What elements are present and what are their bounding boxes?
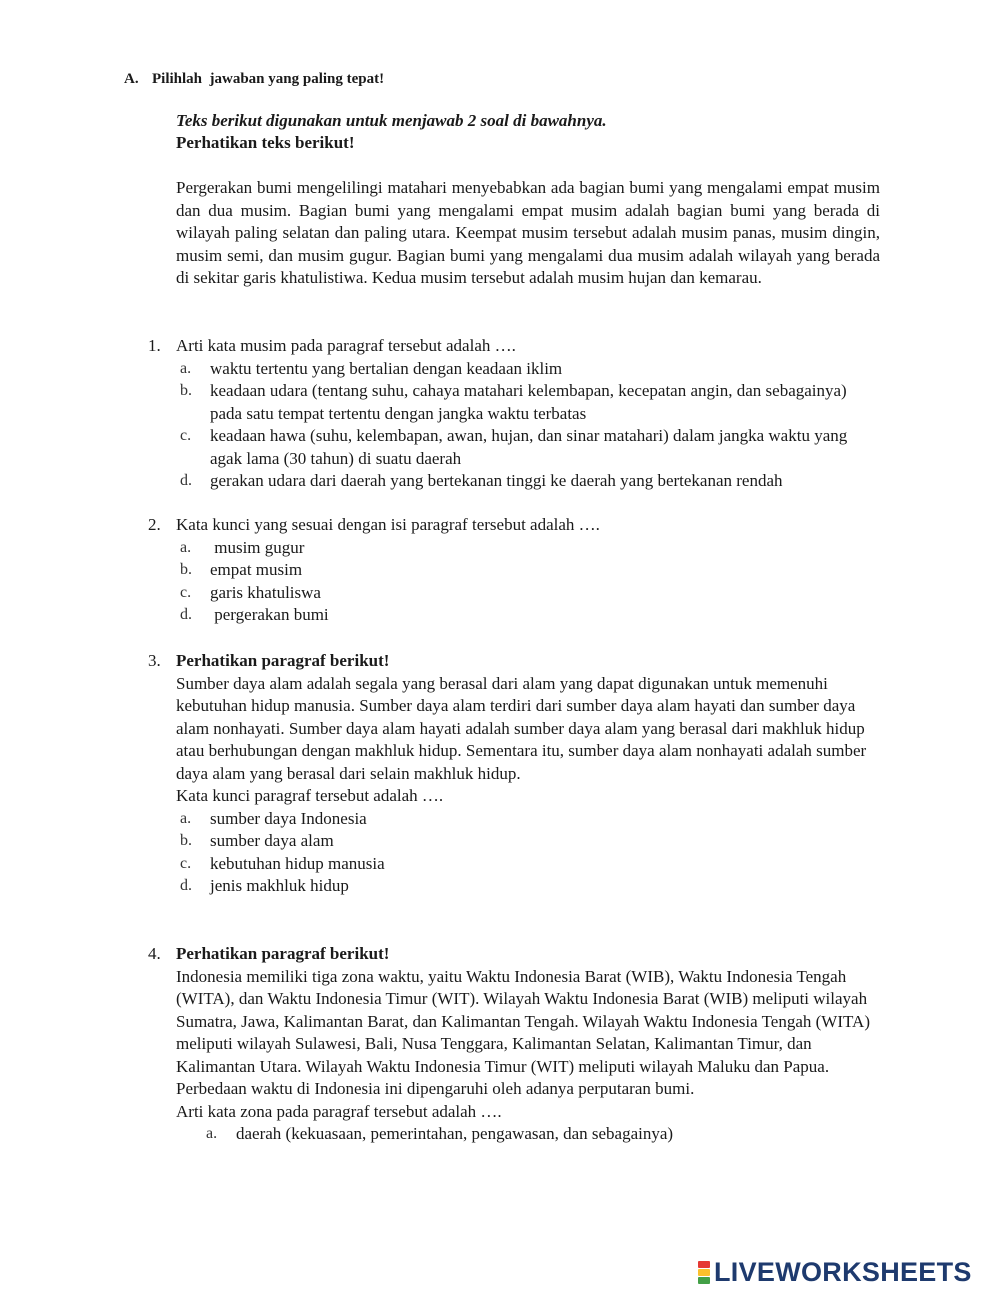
question-paragraph: Indonesia memiliki tiga zona waktu, yaitu Waktu Indonesia Barat (WIB), Waktu Indonesia Tengah (WITA), dan Waktu Indonesia Timur (WIT). Wilayah Waktu Indonesia Barat (WIB) meliputi wilayah Sumatra, Jawa, Kalimantan Barat, dan Kalimantan Tengah. Wilayah Waktu Indonesia Tengah (WITA) meliputi wilayah Sulawesi, Bali, Nusa Tenggara, Kalimantan Selatan, Kalimantan Timur, dan Kalimantan Utara. Wilayah Waktu Indonesia Timur (WIT) meliputi wilayah Maluku dan Papua. Perbedaan waktu di Indonesia ini dipengaruhi oleh adanya perputaran bumi. bbox=[176, 966, 870, 1098]
option-letter: b. bbox=[180, 561, 192, 578]
option-letter: a. bbox=[180, 809, 192, 827]
question-number: 1. bbox=[148, 336, 161, 355]
option-c[interactable] bbox=[176, 582, 876, 605]
option-a[interactable] bbox=[176, 537, 876, 560]
option-letter: d. bbox=[180, 606, 192, 623]
option-c[interactable] bbox=[176, 853, 876, 876]
option-c[interactable] bbox=[176, 425, 876, 470]
logo-mark-block bbox=[698, 1269, 710, 1276]
question-paragraph: Sumber daya alam adalah segala yang berasal dari alam yang dapat digunakan untuk memenuhi kebutuhan hidup manusia. Sumber daya alam terdiri dari sumber daya alam hayati dan sumber daya alam nonhayati. Sumber daya alam hayati adalah sumber daya alam yang berasal dari makhluk hidup atau berhubungan dengan makhluk hidup. Sementara itu, sumber daya alam nonhayati adalah sumber daya alam yang berasal dari selain makhluk hidup. bbox=[176, 673, 867, 783]
option-letter: d. bbox=[180, 877, 192, 894]
option-b[interactable] bbox=[176, 830, 876, 853]
option-text: jenis makhluk hidup bbox=[210, 876, 349, 895]
question-stem: Kata kunci yang sesuai dengan isi paragraf tersebut adalah …. bbox=[176, 515, 600, 534]
question-stem: Arti kata zona pada paragraf tersebut adalah …. bbox=[176, 1101, 502, 1121]
question-number: 2. bbox=[148, 515, 161, 534]
question-stem: Arti kata musim pada paragraf tersebut adalah …. bbox=[176, 336, 516, 355]
option-d[interactable] bbox=[176, 470, 876, 493]
option-d[interactable] bbox=[176, 604, 876, 627]
logo-text: LIVEWORKSHEETS bbox=[714, 1257, 972, 1287]
option-letter: c. bbox=[180, 427, 192, 444]
question-number: 3. bbox=[148, 651, 161, 670]
option-list bbox=[176, 537, 876, 627]
option-d[interactable] bbox=[176, 875, 876, 898]
option-text: daerah (kekuasaan, pemerintahan, pengawasan, dan sebagainya) bbox=[236, 1124, 674, 1143]
option-text: empat musim bbox=[210, 560, 303, 579]
option-letter: a. bbox=[180, 359, 192, 377]
option-letter: b. bbox=[180, 832, 192, 849]
option-a[interactable] bbox=[176, 1123, 876, 1146]
option-b[interactable] bbox=[176, 559, 876, 582]
logo-mark-block bbox=[698, 1261, 710, 1268]
option-text: musim gugur bbox=[210, 537, 305, 557]
option-a[interactable] bbox=[176, 808, 876, 831]
option-text: sumber daya alam bbox=[210, 831, 334, 850]
option-letter: a. bbox=[206, 1125, 218, 1142]
option-a[interactable] bbox=[176, 358, 876, 381]
option-text: keadaan hawa (suhu, kelembapan, awan, hujan, dan sinar matahari) dalam jangka waktu yang agak lama (30 tahun) di suatu daerah bbox=[210, 426, 848, 468]
section-instruction: Pilihlah jawaban yang paling tepat! bbox=[152, 71, 385, 87]
option-text: gerakan udara dari daerah yang bertekanan tinggi ke daerah yang bertekanan rendah bbox=[210, 471, 783, 490]
option-text: waktu tertentu yang bertalian dengan keadaan iklim bbox=[210, 358, 563, 378]
intro-bold-line: Perhatikan teks berikut! bbox=[176, 133, 355, 152]
option-letter: b. bbox=[180, 382, 192, 399]
option-b[interactable] bbox=[176, 380, 876, 425]
option-list bbox=[176, 808, 876, 898]
logo-mark-icon bbox=[698, 1261, 710, 1284]
section-heading bbox=[124, 71, 384, 88]
liveworksheets-logo[interactable] bbox=[698, 1258, 972, 1286]
option-text: sumber daya Indonesia bbox=[210, 808, 367, 828]
option-text: keadaan udara (tentang suhu, cahaya matahari kelembapan, kecepatan angin, dan sebagainya) pada satu tempat tertentu dengan jangka waktu terbatas bbox=[210, 381, 847, 423]
reading-passage: Pergerakan bumi mengelilingi matahari menyebabkan ada bagian bumi yang mengalami empat musim dan dua musim. Bagian bumi yang mengalami empat musim adalah bagian bumi yang berada di wilayah paling selatan dan paling utara. Keempat musim tersebut adalah musim panas, musim dingin, musim semi, dan musim gugur. Bagian bumi yang mengalami dua musim adalah wilayah yang berada di sekitar garis khatulistiwa. Kedua musim tersebut adalah musim hujan dan kemarau. bbox=[176, 178, 880, 287]
option-text: garis khatuliswa bbox=[210, 582, 321, 602]
logo-mark-block bbox=[698, 1277, 710, 1284]
question-heading: Perhatikan paragraf berikut! bbox=[176, 944, 390, 963]
question-number: 4. bbox=[148, 944, 161, 963]
option-letter: c. bbox=[180, 854, 192, 872]
option-letter: c. bbox=[180, 583, 192, 601]
intro-italic-line: Teks berikut digunakan untuk menjawab 2 soal di bawahnya. bbox=[176, 111, 607, 130]
question-heading: Perhatikan paragraf berikut! bbox=[176, 651, 390, 670]
option-letter: d. bbox=[180, 472, 192, 489]
option-letter: a. bbox=[180, 538, 192, 556]
section-letter: A. bbox=[124, 71, 139, 87]
option-text: pergerakan bumi bbox=[210, 605, 329, 624]
question-stem: Kata kunci paragraf tersebut adalah …. bbox=[176, 786, 444, 805]
option-text: kebutuhan hidup manusia bbox=[210, 853, 385, 873]
option-list bbox=[176, 358, 876, 493]
option-list bbox=[176, 1123, 876, 1146]
